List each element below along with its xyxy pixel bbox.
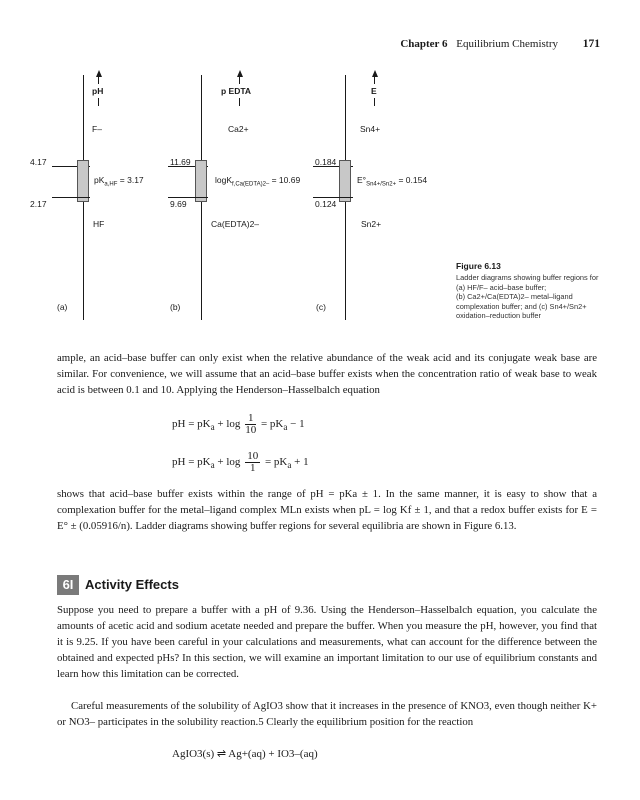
ladder-b-center-label <box>215 175 300 188</box>
ladder-c-panel-label: (c) <box>316 302 326 312</box>
caption-line: (b) Ca2+/Ca(EDTA)2– metal–ligand <box>456 292 573 302</box>
eq2-tail: + 1 <box>291 456 309 469</box>
chapter-label: Chapter 6 <box>400 38 448 50</box>
ladder-a-buffer-region <box>77 160 89 202</box>
eq1-lhs: pH = pK <box>172 418 211 431</box>
eq2-mid: + log <box>214 456 241 469</box>
ladder-b-lower-value: 9.69 <box>170 199 187 209</box>
ladder-a-center-subscript: a,HF <box>104 181 118 188</box>
eq2-lhs-sub: a <box>210 460 215 471</box>
caption-line: (a) HF/F– acid–base buffer; <box>456 282 547 292</box>
eq1-mid: + log <box>214 418 241 431</box>
ladder-c-buffer-region <box>339 160 351 202</box>
ladder-c-center-subscript: Sn4+/Sn2+ <box>366 181 397 188</box>
chapter-title: Equilibrium Chemistry <box>456 38 558 50</box>
eq1-numerator: 1 <box>245 413 256 425</box>
ladder-a-lower-line <box>52 197 90 198</box>
equation-3: AgIO3(s) ⇌ Ag+(aq) + IO3–(aq) <box>172 748 318 760</box>
ladder-b-center-subscript: f,Ca(EDTA)2– <box>232 181 270 188</box>
eq2-rhs-sub: a <box>287 460 292 471</box>
ladder-b-buffer-region <box>195 160 207 202</box>
section-title: Activity Effects <box>85 577 179 592</box>
eq2-denominator: 1 <box>249 462 256 474</box>
ladder-b-lower-line <box>168 197 208 198</box>
eq2-numerator: 10 <box>247 450 259 462</box>
ladder-a-top-species: F– <box>92 124 102 134</box>
paragraph-solubility: Careful measurements of the solubility of AgIO3 show that it increases in the presence of KNO3, even though neither K+ or NO3– participates in the solubility reaction.5 Clearly the equilibrium position for the reaction <box>57 700 597 728</box>
eq1-denominator: 10 <box>245 424 257 436</box>
ladder-a-bottom-species: HF <box>93 219 105 229</box>
ladder-a-panel-label: (a) <box>57 302 68 312</box>
ladder-c-center-symbol: E° <box>357 175 367 185</box>
ladder-c-center-label <box>357 175 427 188</box>
ladder-b-panel-label: (b) <box>170 302 181 312</box>
ladder-a-lower-value: 2.17 <box>30 199 47 209</box>
ladder-a-center-value: = 3.17 <box>117 175 144 185</box>
ladder-c-arrow-shaft <box>374 76 375 84</box>
ladder-c-bottom-species: Sn2+ <box>361 219 382 229</box>
ladder-b-center-value: = 10.69 <box>269 175 301 185</box>
caption-line: complexation buffer; and (c) Sn4+/Sn2+ <box>456 301 587 311</box>
eq1-tail: − 1 <box>287 418 305 431</box>
equation-2 <box>172 451 309 474</box>
ladder-c-center-value: = 0.154 <box>396 175 428 185</box>
eq2-lhs: pH = pK <box>172 456 211 469</box>
paragraph-intro: ample, an acid–base buffer can only exist when the relative abundance of the weak acid and its conjugate weak base are similar. For convenience, we will assume that an acid–base buffer exists when the concentration ratio of weak base to weak acid is between 0.1 and 10. Applying the Henderson–Hasselbalch equation <box>57 352 597 396</box>
figure-title: Figure 6.13 <box>456 261 501 271</box>
ladder-a-arrow-shaft <box>98 76 99 84</box>
ladder-c-upper-value: 0.184 <box>315 157 337 167</box>
ladder-a-center-label <box>94 175 144 188</box>
equation-1 <box>172 413 305 436</box>
ladder-c-axis-label: E <box>371 86 377 96</box>
ladder-b-arrow-shaft <box>239 76 240 84</box>
section-number-badge: 6I <box>57 575 79 595</box>
ladder-b-axis-tick <box>239 98 240 106</box>
ladder-b-upper-value: 11.69 <box>170 157 191 167</box>
ladder-a-center-symbol: pK <box>94 175 105 185</box>
caption-line: oxidation–reduction buffer <box>456 311 541 321</box>
ladder-b-center-symbol: logK <box>215 175 233 185</box>
ladder-b-bottom-species: Ca(EDTA)2– <box>211 219 260 229</box>
eq2-rhs: = pK <box>262 456 288 469</box>
ladder-c-top-species: Sn4+ <box>360 124 381 134</box>
ladder-b-axis-label: p EDTA <box>221 86 252 96</box>
caption-line: Ladder diagrams showing buffer regions for <box>456 273 599 283</box>
eq1-fraction <box>245 413 256 436</box>
ladder-a-axis-label: pH <box>92 86 104 96</box>
eq1-lhs-sub: a <box>210 422 215 433</box>
eq2-fraction <box>245 451 260 474</box>
eq1-rhs-sub: a <box>283 422 288 433</box>
paragraph-ranges: shows that acid–base buffer exists within the range of pH = pKa ± 1. In the same manner, it is easy to show that a complexation buffer for the metal–ligand complex MLn exists when pL = log Kf ± 1, and that a redox buffer exists for E = E° ± (0.05916/n). Ladder diagrams showing buffer regions for several equilibria are shown in Figure 6.13. <box>57 488 597 532</box>
ladder-c-lower-value: 0.124 <box>315 199 337 209</box>
ladder-b-top-species: Ca2+ <box>228 124 249 134</box>
paragraph-activity: Suppose you need to prepare a buffer with a pH of 9.36. Using the Henderson–Hasselbalch equation, you calculate the amounts of acetic acid and sodium acetate needed and prepare the buffer. When you measure the pH, however, you find that it is 9.25. If you have been careful in your calculations and measurements, what can account for the difference between the obtained and expected pHs? In this section, we will examine an important limitation to our use of equilibrium constants and learn how this limitation can be corrected. <box>57 604 597 680</box>
page-number: 171 <box>582 38 600 50</box>
ladder-a-upper-value: 4.17 <box>30 157 47 167</box>
ladder-a-axis-tick <box>98 98 99 106</box>
figure-caption <box>456 262 616 320</box>
ladder-c-axis-tick <box>374 98 375 106</box>
ladder-c-lower-line <box>313 197 353 198</box>
eq1-rhs: = pK <box>258 418 284 431</box>
